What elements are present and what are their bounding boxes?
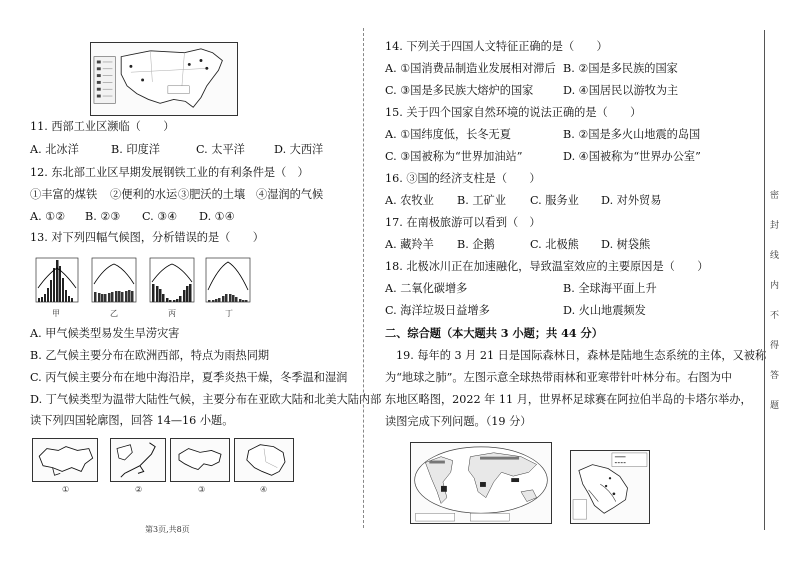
climate-chart-ding [202, 254, 254, 306]
q11-stem: 11. 西部工业区濒临（ ） [30, 120, 175, 133]
q14-stem: 14. 下列关于四国人文特征正确的是（ ） [385, 40, 608, 53]
q14-option-c: C. ③国是多民族大熔炉的国家 [385, 84, 534, 97]
q13-option-b: B. 乙气候主要分布在欧洲西部，特点为雨热同期 [30, 349, 270, 362]
q13-option-d: D. 丁气候类型为温带大陆性气候，主要分布在亚欧大陆和北美大陆内部 [30, 393, 382, 406]
q12-item-4: ④湿润的气候 [256, 188, 324, 201]
us-industrial-map [90, 42, 238, 116]
middle-east-map [570, 450, 650, 524]
q16-option-a: A. 农牧业 [385, 194, 434, 207]
q16-option-b: B. 工矿业 [457, 194, 506, 207]
country-label-3: ③ [198, 485, 206, 494]
q17-option-c: C. 北极熊 [530, 238, 579, 251]
q19-line-2: 为“地球之肺”。左图示意全球热带雨林和亚寒带针叶林分布。右图为中 [385, 371, 733, 384]
country-label-2: ② [135, 485, 143, 494]
q15-option-a: A. ①国纬度低，长冬无夏 [385, 128, 511, 141]
q16-option-d: D. 对外贸易 [601, 194, 662, 207]
q14-16-intro: 读下列四国轮廓图，回答 14—16 小题。 [30, 414, 234, 427]
us-map-graphic [91, 43, 237, 115]
climate-caption-yi: 乙 [110, 309, 118, 318]
q12-item-3: ③肥沃的土壤 [178, 188, 246, 201]
country-label-1: ① [62, 485, 70, 494]
q17-option-a: A. 藏羚羊 [385, 238, 434, 251]
q12-item-2: ②便利的水运 [110, 188, 178, 201]
q12-option-c: C. ③④ [142, 210, 178, 223]
country-outline-1 [32, 438, 98, 482]
q12-option-a: A. ①② [30, 210, 66, 223]
q16-stem: 16. ③国的经济支柱是（ ） [385, 172, 541, 185]
q14-option-d: D. ④国居民以游牧为主 [563, 84, 679, 97]
q18-option-d: D. 火山地震频发 [563, 304, 646, 317]
q18-option-c: C. 海洋垃圾日益增多 [385, 304, 490, 317]
climate-caption-ding: 丁 [225, 309, 233, 318]
q15-option-b: B. ②国是多火山地震的岛国 [563, 128, 701, 141]
q15-stem: 15. 关于四个国家自然环境的说法正确的是（ ） [385, 106, 642, 119]
q11-option-d: D. 大西洋 [274, 143, 324, 156]
q19-line-1: 19. 每年的 3 月 21 日是国际森林日，森林是陆地生态系统的主体，又被称 [396, 349, 767, 362]
section-heading: 二、综合题（本大题共 3 小题；共 44 分） [385, 326, 603, 340]
q14-option-a: A. ①国消费品制造业发展相对滞后 [385, 62, 556, 75]
q13-stem: 13. 对下列四幅气候图，分析错误的是（ ） [30, 231, 264, 244]
q13-option-c: C. 丙气候主要分布在地中海沿岸，夏季炎热干燥，冬季温和湿润 [30, 371, 348, 384]
climate-caption-bing: 丙 [168, 309, 176, 318]
q15-option-d: D. ④国被称为“世界办公室” [563, 150, 701, 163]
q18-option-b: B. 全球海平面上升 [563, 282, 657, 295]
q15-option-c: C. ③国被称为“世界加油站” [385, 150, 523, 163]
q13-option-a: A. 甲气候类型易发生旱涝灾害 [30, 327, 180, 340]
q17-option-d: D. 树袋熊 [601, 238, 651, 251]
q12-option-d: D. ①④ [199, 210, 235, 223]
q19-line-4: 读图完成下列问题。（19 分） [385, 415, 532, 428]
q11-option-b: B. 印度洋 [111, 143, 160, 156]
q17-option-b: B. 企鹅 [457, 238, 495, 251]
climate-chart-jia [30, 254, 82, 306]
climate-chart-bing [146, 254, 198, 306]
q19-line-3: 东地区略图，2022 年 11 月，世界杯足球赛在阿拉伯半岛的卡塔尔举办， [385, 393, 752, 406]
q18-stem: 18. 北极冰川正在加速融化，导致温室效应的主要原因是（ ） [385, 260, 709, 273]
q11-option-a: A. 北冰洋 [30, 143, 79, 156]
binding-notice: 密 封 线 内 不 得 答 题 [768, 190, 778, 415]
q14-option-b: B. ②国是多民族的国家 [563, 62, 678, 75]
q12-option-b: B. ②③ [85, 210, 121, 223]
q18-option-a: A. 二氧化碳增多 [385, 282, 468, 295]
country-outline-3 [170, 438, 230, 482]
q12-stem: 12. 东北部工业区早期发展钢铁工业的有利条件是（ ） [30, 166, 309, 179]
q11-option-c: C. 太平洋 [196, 143, 245, 156]
climate-caption-jia: 甲 [52, 309, 60, 318]
q12-item-1: ①丰富的煤铁 [30, 188, 98, 201]
country-outline-2 [110, 438, 166, 482]
world-forest-map [410, 442, 552, 524]
climate-chart-yi [88, 254, 140, 306]
column-divider [363, 28, 364, 528]
q17-stem: 17. 在南极旅游可以看到（ ） [385, 216, 541, 229]
q16-option-c: C. 服务业 [530, 194, 579, 207]
country-label-4: ④ [260, 485, 268, 494]
page-footer: 第3页,共8页 [145, 525, 190, 534]
country-outline-4 [234, 438, 294, 482]
